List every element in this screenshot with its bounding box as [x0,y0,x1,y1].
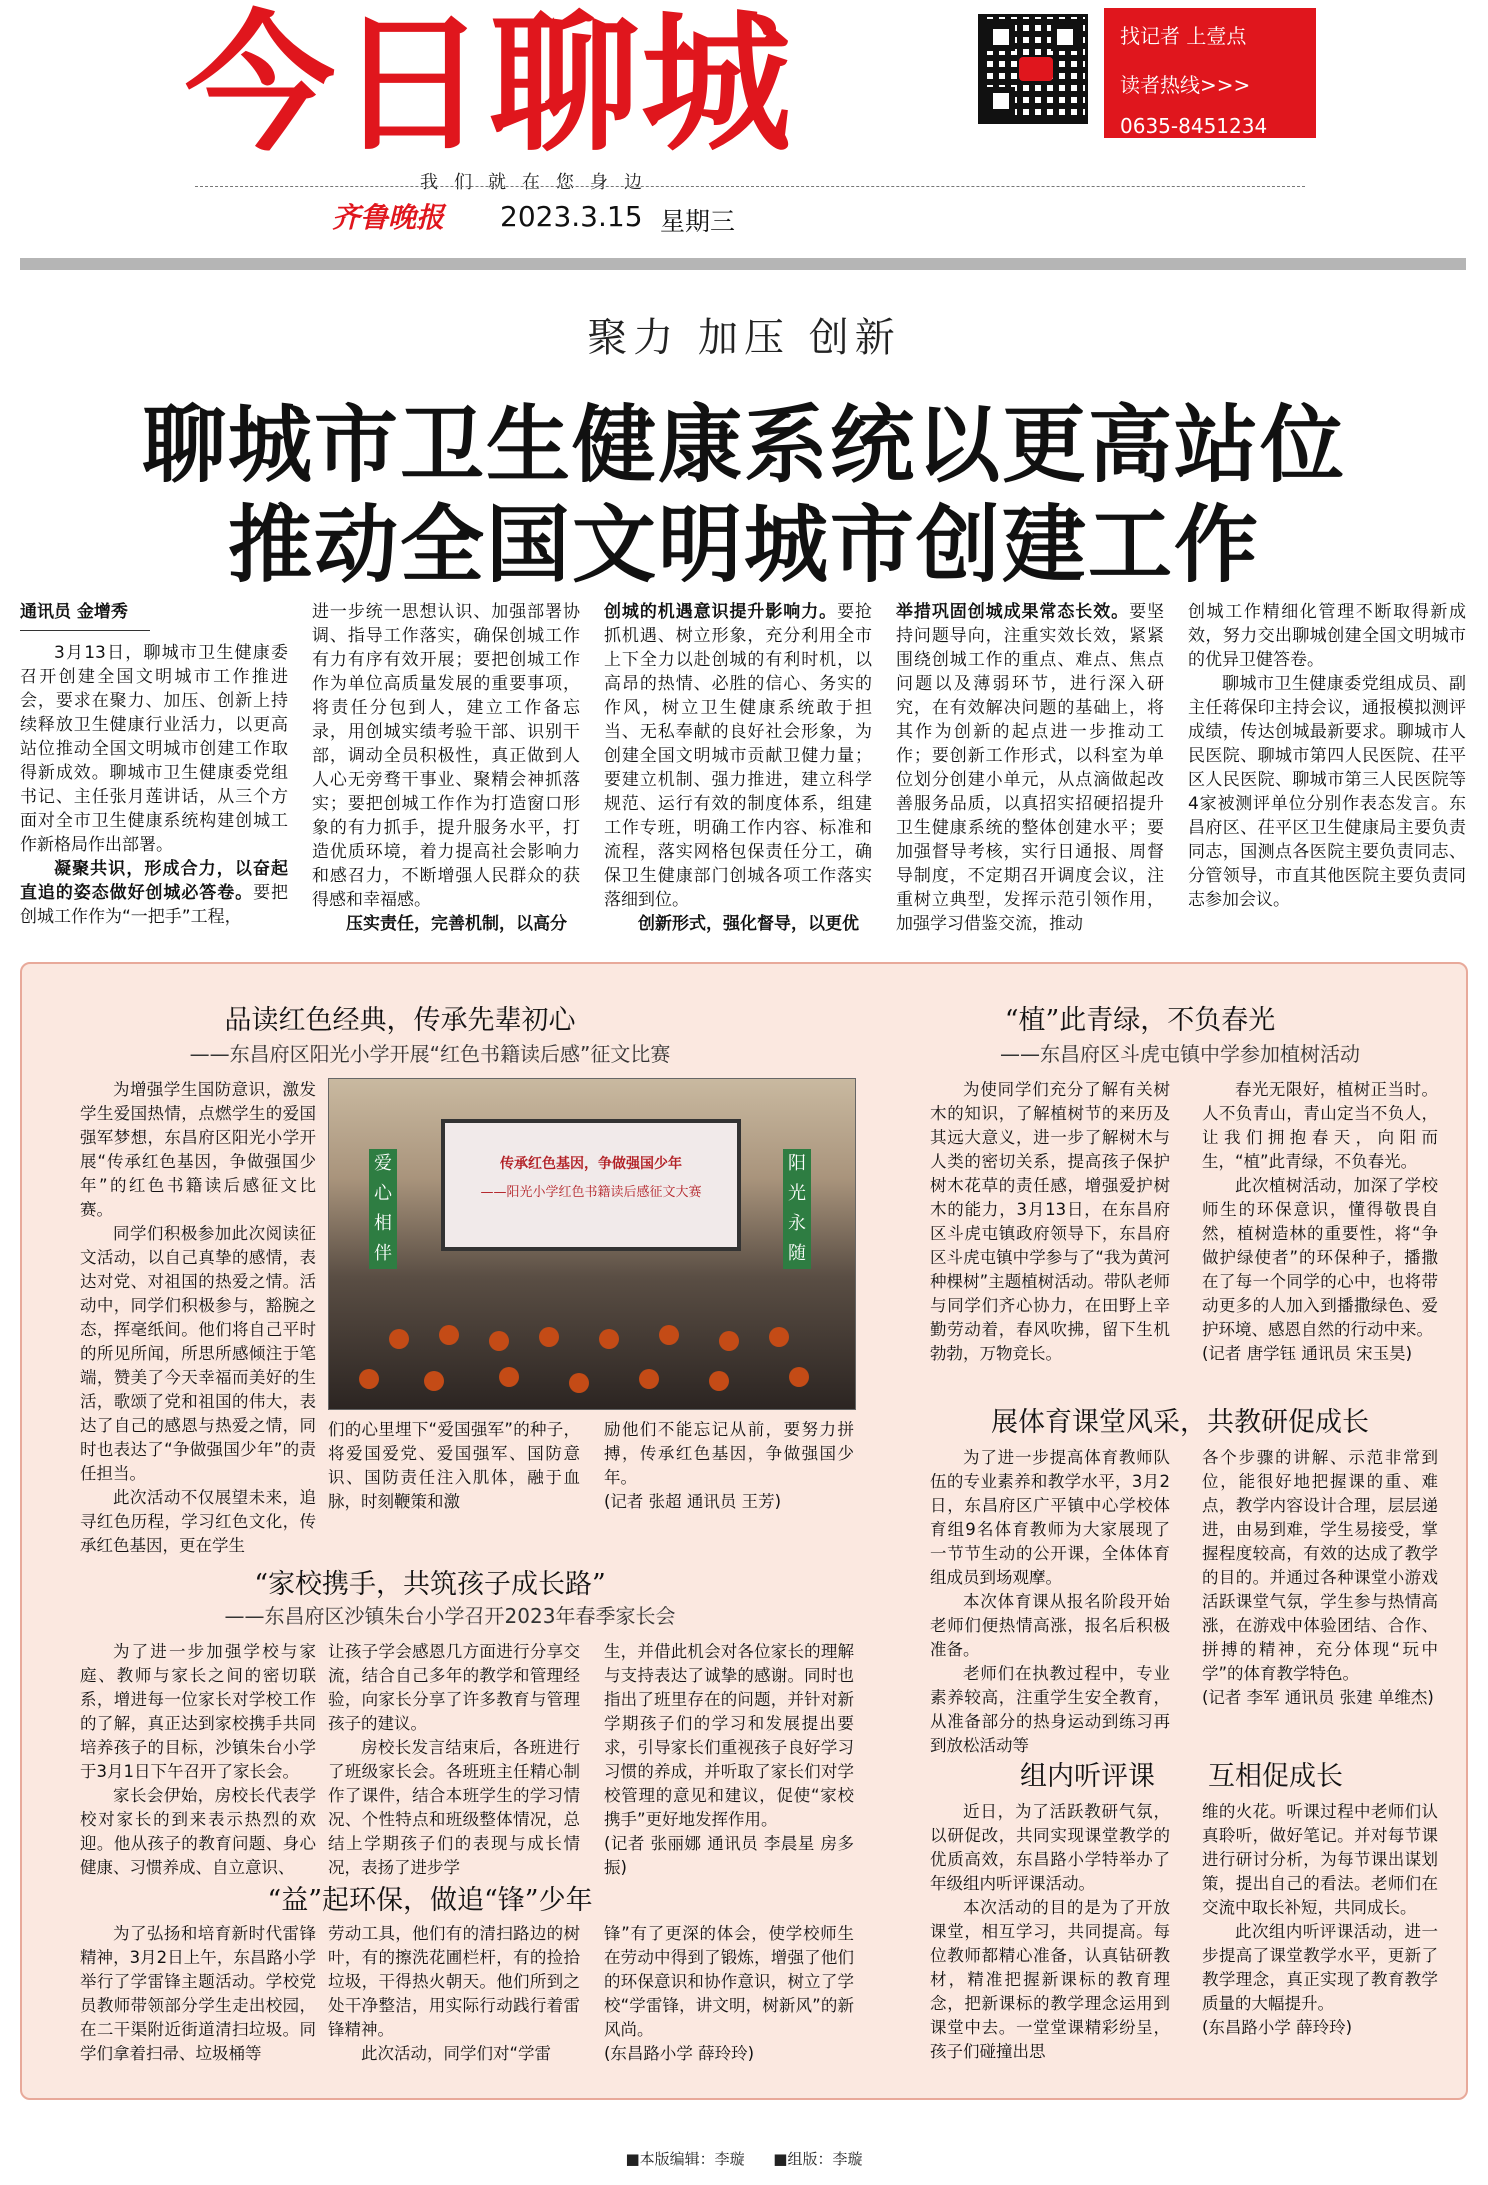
article-6-column-1 [930,1800,1170,2064]
lead-column-2 [312,600,580,936]
lead-headline-2: 推动全国文明城市创建工作 [227,495,1260,594]
divider [20,258,1466,270]
lead-paragraph: 要把创城工作作为“一把手”工程， [20,883,289,927]
screen-line-1: 传承红色基因，争做强国少年 [500,1156,682,1172]
article-credit: (记者 唐学钰 通讯员 宋玉昊) [1202,1344,1413,1363]
article-4-column-2 [1202,1078,1438,1366]
article-1-column-3 [604,1418,854,1514]
article-paragraph: 让孩子学会感恩几方面进行分享交流，结合自己多年的教学和管理经验，向家长分享了许多教育与管理孩子的建议。 [328,1642,580,1733]
lead-paragraph: 3月13日，聊城市卫生健康委召开创建全国文明城市工作推进会，要求在聚力、加压、创新上持续释放卫生健康行业活力，以更高站位推动全国文明城市创建工作取得新成效。聊城市卫生健康委党组书记、主任张月莲讲话，从三个方面对全市卫生健康系统构建创城工作新格局作出部署。 [20,643,288,855]
article-2-column-2 [328,1640,580,1880]
lead-paragraph: 创城工作精细化管理不断取得新成效，努力交出聊城创建全国文明城市的优异卫健答卷。 [1188,602,1466,670]
masthead-title: 今日聊城 [185,0,794,172]
article-5-title: 展体育课堂风采，共教研促成长 [991,1407,1369,1438]
projector-screen [441,1119,741,1251]
banner-left: 爱心相伴 [369,1149,397,1269]
article-paragraph: 房校长发言结束后，各班进行了班级家长会。各班班主任精心制作了课件，结合本班学生的学习情况、个性特点和班级整体情况，总结上学期孩子们的表现与成长情况，表扬了进步学 [328,1738,580,1877]
lead-headline-1: 聊城市卫生健康系统以更高站位 [141,395,1346,494]
lead-column-5 [1188,600,1466,912]
article-1-subtitle: ——东昌府区阳光小学开展“红色书籍读后感”征文比赛 [189,1042,671,1066]
contact-line-1: 找记者 上壹点 [1120,24,1247,48]
page-footer [0,2148,1488,2169]
reader-hotline-box [1104,8,1316,138]
article-1-title: 品读红色经典，传承先辈初心 [224,1005,576,1036]
article-paragraph: 此次植树活动，加深了学校师生的环保意识，懂得敬畏自然，植树造林的重要性，将“争做护绿使者”的环保种子，播撒在了每一个同学的心中，也将带动更多的人加入到播撒绿色、爱护环境、感恩自然的行动中来。 [1202,1176,1438,1339]
brand-logo: 齐鲁晚报 [332,201,445,234]
qr-code-icon [978,14,1088,124]
article-2-subtitle: ——东昌府区沙镇朱台小学召开2023年春季家长会 [224,1604,676,1628]
article-paragraph: 们的心里埋下“爱国强军”的种子，将爱国爱党、爱国强军、国防意识、国防责任注入肌体，融于血脉，时刻鞭策和激 [328,1420,580,1511]
article-5-column-2 [1202,1446,1438,1710]
article-paragraph: 老师们在执教过程中，专业素养较高，注重学生安全教育，从准备部分的热身运动到练习再到放松活动等 [930,1664,1170,1755]
lead-paragraph: 要坚持问题导向，注重实效长效，紧紧围绕创城工作的重点、难点、焦点问题以及薄弱环节，进行深入研究，在有效解决问题的基础上，将其作为创新的起点进一步推动工作；要创新工作形式，以科室为单位划分创建小单元，从点滴做起改善服务品质，以真招实招硬招提升卫生健康系统的整体创建水平；要加强督导考核，实行日通报、周督导制度，不定期召开调度会议，注重树立典型，发挥示范引领作用，加强学习借鉴交流，推动 [896,602,1165,934]
article-paragraph: 维的火花。听课过程中老师们认真聆听，做好笔记。并对每节课进行研讨分析，为每节课出谋划策，提出自己的看法。老师们在交流中取长补短，共同成长。 [1202,1802,1438,1917]
article-paragraph: 劳动工具，他们有的清扫路边的树叶，有的擦洗花圃栏杆，有的捡拾垃圾，干得热火朝天。他们所到之处干净整洁，用实际行动践行着雷锋精神。 [328,1924,580,2039]
article-paragraph: 为了进一步提高体育教师队伍的专业素养和教学水平，3月2日，东昌府区广平镇中心学校体育组9名体育教师为大家展现了一节节生动的公开课，全体体育组成员到场观摩。 [930,1448,1170,1587]
article-3-column-2 [328,1922,580,2066]
article-paragraph: 为使同学们充分了解有关树木的知识，了解植树节的来历及其远大意义，进一步了解树木与人类的密切关系，提高孩子保护树木花草的责任感，增强爱护树木的能力，3月13日，在东昌府区斗虎屯镇政府领导下，东昌府区斗虎屯镇中学参与了“我为黄河种棵树”主题植树活动。带队老师与同学们齐心协力，在田野上辛勤劳动着，春风吹拂，留下生机勃勃，万物竞长。 [930,1080,1170,1363]
article-6-column-2 [1202,1800,1438,2040]
article-2-column-3 [604,1640,854,1880]
article-credit: (记者 张超 通讯员 王芳) [604,1492,782,1511]
article-credit: (记者 李军 通讯员 张建 单维杰) [1202,1688,1434,1707]
article-1-column-1 [80,1078,316,1558]
article-paragraph: 同学们积极参加此次阅读征文活动，以自己真挚的感情，表达对党、对祖国的热爱之情。活动中，同学们积极参与，豁腕之态，挥毫纸间。他们将自己平时的所见所闻，所思所感倾注于笔端，赞美了今天幸福而美好的生活，歌颂了党和祖国的伟大，表达了自己的感恩与热爱之情，同时也表达了“争做强国少年”的责任担当。 [80,1224,316,1483]
event-photo [328,1078,856,1410]
article-paragraph: 生，并借此机会对各位家长的理解与支持表达了诚挚的感谢。同时也指出了班里存在的问题，并针对新学期孩子们的学习和发展提出要求，引导家长们重视孩子良好学习习惯的养成，并听取了家长们对学校管理的意见和建议，促使“家校携手”更好地发挥作用。 [604,1642,854,1829]
article-paragraph: 本次体育课从报名阶段开始老师们便热情高涨，报名后积极准备。 [930,1592,1170,1659]
article-4-column-1 [930,1078,1170,1366]
slogan: 我们就在您身边 [420,172,658,193]
article-credit: (记者 张丽娜 通讯员 李晨星 房多振) [604,1834,854,1877]
divider [195,186,1305,187]
lead-subhead: 压实责任，完善机制，以高分 [346,914,567,934]
lead-column-3 [604,600,872,936]
article-6-title-left: 组内听评课 [1020,1761,1155,1792]
issue-date: 2023.3.15 [500,200,643,233]
lead-paragraph: 聊城市卫生健康委党组成员、副主任蒋保印主持会议，通报模拟测评成绩，传达创城最新要求。聊城市人民医院、聊城市第四人民医院、茌平区人民医院、聊城市第三人民医院等4家被测评单位分别作表态发言。东昌府区、茌平区卫生健康局主要负责同志，国测点各医院主要负责同志、分管领导，市直其他医院主要负责同志参加会议。 [1188,674,1466,910]
lead-paragraph: 进一步统一思想认识、加强部署协调、指导工作落实，确保创城工作有力有序有效开展；要把创城工作作为单位高质量发展的重要事项，将责任分包到人，建立工作备忘录，用创城实绩考验干部、识别干部，调动全员积极性，真正做到人人心无旁骛干事业、聚精会神抓落实；要把创城工作作为打造窗口形象的有力抓手，提升服务水平，打造优质环境，着力提高社会影响力和感召力，不断增强人民群众的获得感和幸福感。 [312,602,580,910]
lead-subhead: 凝聚共识，形成合力，以奋起直追的姿态做好创城必答卷。 [20,859,288,903]
screen-line-2: ——阳光小学红色书籍读后感征文大赛 [480,1185,702,1200]
article-credit: (东昌路小学 薛玲玲) [604,2044,755,2063]
article-2-title: “家校携手，共筑孩子成长路” [254,1569,606,1600]
article-paragraph: 励他们不能忘记从前，要努力拼搏，传承红色基因，争做强国少年。 [604,1420,854,1487]
article-3-column-1 [80,1922,316,2066]
contact-line-2: 读者热线>>> [1120,73,1251,97]
article-credit: (东昌路小学 薛玲玲) [1202,2018,1353,2037]
article-paragraph: 锋”有了更深的体会，使学校师生在劳动中得到了锻炼，增强了他们的环保意识和协作意识，树立了学校“学雷锋，讲文明，树新风”的新风尚。 [604,1924,854,2039]
article-2-column-1 [80,1640,316,1880]
lead-paragraph: 要抢抓机遇、树立形象，充分利用全市上下全力以赴创城的有利时机，以高昂的热情、必胜的信心、务实的作风，树立卫生健康系统敢于担当、无私奉献的良好社会形象，为创建全国文明城市贡献卫健力量；要建立机制、强力推进，建立科学规范、运行有效的制度体系，组建工作专班，明确工作内容、标准和流程，落实网格包保责任分工，确保卫生健康部门创城各项工作落实落细到位。 [604,602,873,910]
lead-byline: 通讯员 金增秀 [20,602,128,622]
lead-subhead: 举措巩固创城成果常态长效。 [896,602,1130,622]
article-paragraph: 此次组内听评课活动，进一步提高了课堂教学水平，更新了教学理念，真正实现了教育教学质量的大幅提升。 [1202,1922,1438,2013]
lead-subhead: 创新形式，强化督导，以更优 [638,914,859,934]
article-paragraph: 本次活动的目的是为了开放课堂，相互学习，共同提高。每位教师都精心准备，认真钻研教材，精准把握新课标的教育理念，把新课标的教学理念运用到课堂中去。一堂堂课精彩纷呈，孩子们碰撞出思 [930,1898,1170,2061]
article-paragraph: 家长会伊始，房校长代表学校对家长的到来表示热烈的欢迎。他从孩子的教育问题、身心健康、习惯养成、自立意识、 [80,1786,316,1877]
lead-column-4 [896,600,1164,936]
weekday: 星期三 [660,207,736,236]
lead-subhead: 创城的机遇意识提升影响力。 [604,602,838,622]
article-4-title: “植”此青绿，不负春光 [1004,1005,1276,1036]
footer-checker: ■组版：李璇 [773,2150,863,2168]
article-paragraph: 近日，为了活跃教研气氛，以研促改，共同实现课堂教学的优质高效，东昌路小学特举办了年级组内听评课活动。 [930,1802,1170,1893]
article-5-column-1 [930,1446,1170,1758]
banner-right: 阳光永随 [783,1149,811,1269]
article-paragraph: 各个步骤的讲解、示范非常到位，能很好地把握课的重、难点，教学内容设计合理，层层递进，由易到难，学生易接受，掌握程度较高，有效的达成了教学的目的。并通过各种课堂小游戏活跃课堂气氛，学生参与热情高涨，在游戏中体验团结、合作、拼搏的精神，充分体现“玩中学”的体育教学特色。 [1202,1448,1438,1683]
article-paragraph: 此次活动不仅展望未来，追寻红色历程，学习红色文化，传承红色基因，更在学生 [80,1488,316,1555]
article-4-subtitle: ——东昌府区斗虎屯镇中学参加植树活动 [1000,1042,1360,1066]
footer-editor: ■本版编辑：李璇 [625,2150,745,2168]
lead-kicker: 聚力 加压 创新 [587,315,901,361]
article-3-column-3 [604,1922,854,2066]
article-paragraph: 春光无限好，植树正当时。人不负青山，青山定当不负人，让我们拥抱春天，向阳而生，“植”此青绿，不负春光。 [1202,1080,1438,1171]
article-paragraph: 此次活动，同学们对“学雷 [361,2044,552,2063]
lead-column-1 [20,600,288,929]
article-6-title-right: 互相促成长 [1208,1761,1343,1792]
article-paragraph: 为增强学生国防意识，激发学生爱国热情，点燃学生的爱国强军梦想，东昌府区阳光小学开展“传承红色基因，争做强国少年”的红色书籍读后感征文比赛。 [80,1080,316,1219]
article-paragraph: 为了弘扬和培育新时代雷锋精神，3月2日上午，东昌路小学举行了学雷锋主题活动。学校党员教师带领部分学生走出校园，在二干渠附近街道清扫垃圾。同学们拿着扫帚、垃圾桶等 [80,1924,316,2063]
article-1-column-2 [328,1418,580,1514]
contact-phone: 0635-8451234 [1120,114,1268,138]
article-paragraph: 为了进一步加强学校与家庭、教师与家长之间的密切联系，增进每一位家长对学校工作的了解，真正达到家校携手共同培养孩子的目标，沙镇朱台小学于3月1日下午召开了家长会。 [80,1642,316,1781]
article-3-title: “益”起环保，做追“锋”少年 [267,1885,593,1916]
